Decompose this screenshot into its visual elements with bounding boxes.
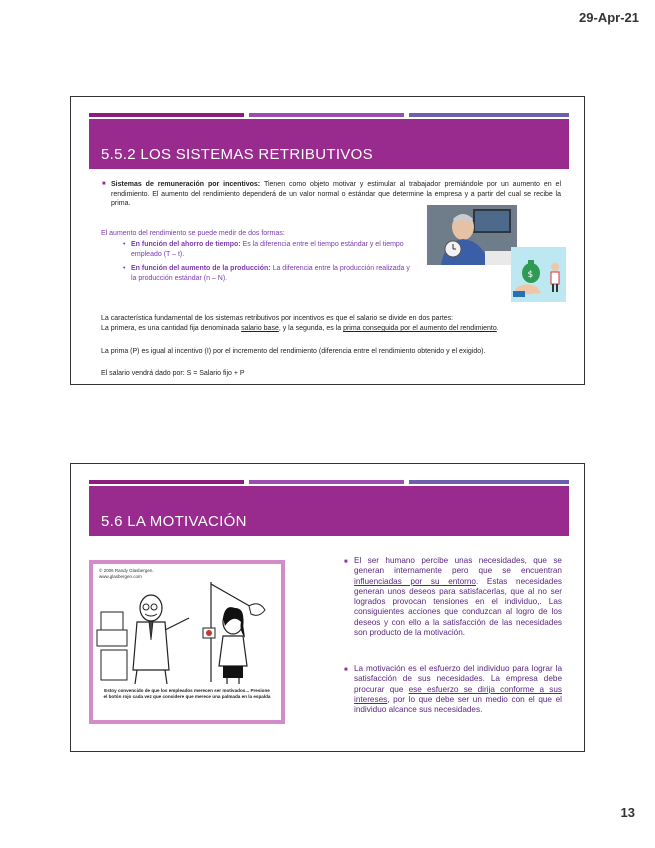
cartoon-site: www.glasbergen.com — [99, 573, 142, 579]
bullet-text: . Estas necesidades generan unos deseos para satisfacerlas, que al no ser logrados provocan tensiones en el individuo,. Las consiguientes acciones que conduzcan al logro de los deseos y con ello a la satisfacción de las necesidades son producto de la motivación. — [354, 576, 562, 638]
salary-formula: El salario vendrá dado por: S = Salario fijo + P — [101, 370, 245, 377]
bullet-underlined: influenciadas por su entorno — [354, 576, 476, 586]
motivation-bullet — [344, 664, 562, 715]
accent-bar — [409, 480, 569, 484]
slide-title: 5.5.2 LOS SISTEMAS RETRIBUTIVOS — [101, 146, 373, 163]
bullet-icon: ■ — [344, 559, 348, 565]
bullet-text: , por lo que debe ser un medio con el que el individuo alcance sus necesidades. — [354, 694, 562, 715]
accent-bar — [249, 480, 404, 484]
form-text: La diferencia entre la producción realizada y la producción estándar (n – N). — [131, 265, 410, 282]
accent-bar — [89, 480, 244, 484]
bullet-icon: ■ — [344, 667, 348, 673]
page-number: 13 — [620, 805, 635, 820]
money-bag-illustration — [511, 247, 566, 302]
title-band — [89, 486, 569, 536]
cartoon-caption: Estoy convencido de que los empleados merecen ser motivados... Presione el botón rojo cada vez que considere que merece una palmada en la espalda — [103, 688, 271, 699]
motivation-bullet — [344, 556, 562, 638]
prima-term: prima conseguida por el aumento del rendimiento — [343, 325, 497, 332]
title-band — [89, 119, 569, 169]
bullet-text: La motivación es el esfuerzo del individuo para lograr la satisfacción de sus necesidades. La empresa debe procurar que — [354, 664, 562, 694]
accent-bar — [409, 113, 569, 117]
worker-photo — [427, 205, 517, 265]
body-text: , y la segunda, es la — [278, 325, 344, 332]
slide-title: 5.6 LA MOTIVACIÓN — [101, 513, 247, 530]
slide-sistemas-retributivos — [70, 96, 585, 385]
svg-text:$: $ — [527, 270, 534, 280]
form-text: Es la diferencia entre el tiempo estándar y el tiempo empleado (T – t). — [131, 241, 404, 258]
body-line: La característica fundamental de los sistemas retributivos por incentivos es que el salario se divide en dos partes: — [101, 315, 454, 322]
form-item — [123, 240, 413, 259]
cartoon-copyright: © 2006 Randy Glasbergen. — [99, 568, 154, 573]
form-item — [123, 264, 413, 283]
accent-bar — [249, 113, 404, 117]
intro-text: Tienen como objeto motivar y estimular al trabajador premiándole por un aumento en el rendimiento. El aumento del rendimiento dependerá de un valor normal o estándar que determine la empresa y a partir del cual se recibe la prima. — [111, 181, 561, 207]
bullet-text: El ser humano percibe unas necesidades, que se generan internamente pero que se encuentran — [354, 556, 562, 576]
slide-motivacion — [70, 463, 585, 752]
page-date: 29-Apr-21 — [579, 10, 639, 25]
accent-bar — [89, 113, 244, 117]
bullet-icon: • — [123, 241, 126, 248]
measure-intro: El aumento del rendimiento se puede medir de dos formas: — [101, 230, 285, 237]
bullet-icon: • — [123, 265, 126, 272]
intro-term: Sistemas de remuneración por incentivos: — [111, 181, 261, 188]
cartoon-drawing — [93, 578, 281, 686]
body-text: . — [496, 325, 499, 332]
bullet-icon: ■ — [102, 181, 106, 187]
form-term: En función del ahorro de tiempo: — [131, 241, 241, 248]
body-line: La prima (P) es igual al incentivo (I) por el incremento del rendimiento (diferencia entre el rendimiento obtenido y el exigido). — [101, 348, 486, 355]
bullet-underlined: ese esfuerzo se dirija conforme a sus intereses — [354, 684, 562, 704]
body-text: La primera, es una cantidad fija denominada — [101, 325, 242, 332]
form-term: En función del aumento de la producción: — [131, 265, 271, 272]
body-line — [101, 324, 571, 334]
cartoon-image — [89, 560, 285, 724]
salario-base-term: salario base — [241, 325, 279, 332]
